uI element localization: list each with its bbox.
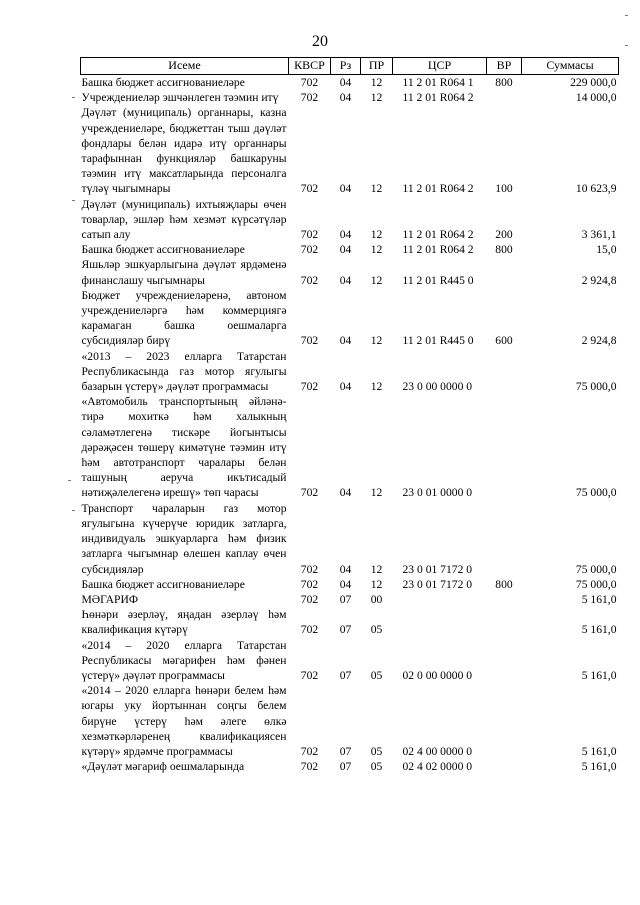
table-row bbox=[81, 349, 619, 395]
row-pr: 05 bbox=[370, 623, 383, 637]
table-row bbox=[81, 577, 619, 592]
row-kvsr: 702 bbox=[300, 760, 319, 774]
row-vr: 100 bbox=[495, 182, 513, 196]
row-rz: 04 bbox=[339, 486, 352, 500]
header-pr: ПР bbox=[361, 58, 393, 75]
table-row bbox=[81, 592, 619, 607]
table-row bbox=[81, 288, 619, 349]
row-csr: 11 2 01 R064 2 bbox=[402, 182, 474, 196]
table-row bbox=[81, 105, 619, 196]
header-name: Исеме bbox=[81, 58, 289, 75]
scan-mark bbox=[68, 480, 71, 481]
table-row bbox=[81, 501, 619, 577]
row-sum: 14 000,0 bbox=[575, 91, 617, 105]
table-row bbox=[81, 638, 619, 684]
row-csr bbox=[393, 607, 487, 637]
row-pr: 12 bbox=[370, 334, 383, 348]
row-sum: 5 161,0 bbox=[581, 623, 617, 637]
row-pr: 12 bbox=[370, 273, 383, 287]
row-vr: 800 bbox=[495, 76, 513, 89]
header-kvsr: КВСР bbox=[289, 58, 331, 75]
row-rz: 04 bbox=[339, 577, 352, 591]
scan-mark bbox=[72, 510, 75, 511]
row-sum: 229 000,0 bbox=[570, 76, 617, 89]
row-csr bbox=[393, 592, 487, 607]
row-vr bbox=[487, 638, 522, 684]
row-kvsr: 702 bbox=[300, 182, 319, 196]
row-kvsr: 702 bbox=[300, 228, 319, 242]
row-csr: 11 2 01 R064 2 bbox=[402, 228, 474, 242]
table-body bbox=[81, 75, 619, 775]
table-row bbox=[81, 197, 619, 243]
header-vr: ВР bbox=[487, 58, 522, 75]
row-sum: 2 924,8 bbox=[581, 334, 617, 348]
header-rz: Рз bbox=[331, 58, 361, 75]
row-csr: 11 2 01 R064 1 bbox=[402, 76, 474, 89]
row-vr: 800 bbox=[495, 243, 513, 257]
header-csr: ЦСР bbox=[393, 58, 487, 75]
row-rz: 07 bbox=[339, 592, 352, 606]
row-rz: 07 bbox=[339, 623, 352, 637]
row-name: Дәүләт (муниципаль) ихтыяҗлары өчен товарлар, эшләр һәм хезмәт күрсәтүләр сатып алу bbox=[81, 197, 287, 242]
table-row bbox=[81, 242, 619, 257]
budget-table bbox=[80, 57, 619, 774]
row-sum: 3 361,1 bbox=[581, 228, 617, 242]
row-csr: 23 0 01 7172 0 bbox=[402, 562, 473, 576]
table-row bbox=[81, 394, 619, 500]
row-name: Яшьләр эшкуарлыгына дәүләт ярдәменә финанслашу чыгымнары bbox=[81, 258, 287, 287]
row-vr bbox=[487, 501, 522, 577]
header-sum: Суммасы bbox=[522, 58, 619, 75]
table-row bbox=[81, 75, 619, 91]
row-vr: 600 bbox=[495, 334, 513, 348]
row-sum: 75 000,0 bbox=[575, 562, 617, 576]
row-pr: 12 bbox=[370, 486, 383, 500]
table-header-row bbox=[81, 58, 619, 75]
row-vr: 200 bbox=[495, 228, 513, 242]
row-name: Һөнәри әзерләү, яңадан әзерләү һәм квалификация күтәрү bbox=[81, 608, 287, 637]
table-row bbox=[81, 683, 619, 759]
row-rz: 04 bbox=[339, 182, 352, 196]
row-name: Транспорт чараларын газ мотор ягулыгына күчерүче юридик затларга, индивидуаль эшкуарларга һәм физик затларга чыгымнар өлешен каплау өчен субсидияләр bbox=[81, 501, 287, 576]
row-sum: 2 924,8 bbox=[581, 273, 617, 287]
row-pr: 12 bbox=[370, 577, 383, 591]
row-pr: 00 bbox=[370, 592, 383, 606]
row-sum: 10 623,9 bbox=[575, 182, 617, 196]
row-name: «Автомобиль транспортының әйләнә-тирә мохиткә һәм халыкның сәламәтлегенә тискәре йогынтысы дәрәҗәсен төшерү кимәтүне тәэмин итү һәм автотранспорт чаралары белән ташуның аеруча икътисадый нәтиҗәлелегенә ирешү» төп чарасы bbox=[81, 395, 287, 500]
row-name: Дәүләт (муниципаль) органнары, казна учреждениеләре, бюджеттан тыш дәүләт фондлары белән идарә итү органнары тарафыннан функцияләр башкаруны тәэмин итү максатларында персоналга түләү чыгымнары bbox=[81, 106, 287, 196]
row-csr: 23 0 01 0000 0 bbox=[402, 486, 473, 500]
row-sum: 5 161,0 bbox=[581, 668, 617, 682]
row-kvsr: 702 bbox=[300, 273, 319, 287]
row-name: Учреждениеләр эшчәнлеген тәэмин итү bbox=[81, 91, 279, 105]
row-pr: 05 bbox=[370, 668, 383, 682]
scan-mark bbox=[625, 45, 628, 46]
row-name: «2013 – 2023 елларга Татарстан Республикасында газ мотор ягулыгы базарын үстерү» дәүләт программасы bbox=[81, 349, 287, 394]
row-vr bbox=[487, 683, 522, 759]
row-kvsr: 702 bbox=[300, 76, 319, 89]
row-vr bbox=[487, 394, 522, 500]
row-name: Башка бюджет ассигнованиеләре bbox=[81, 577, 245, 591]
row-sum: 75 000,0 bbox=[575, 577, 617, 591]
row-csr: 11 2 01 R445 0 bbox=[402, 273, 474, 287]
row-sum: 5 161,0 bbox=[581, 744, 617, 758]
row-sum: 75 000,0 bbox=[575, 486, 617, 500]
row-vr bbox=[487, 257, 522, 287]
row-kvsr: 702 bbox=[300, 486, 319, 500]
row-name: «2014 – 2020 елларга Татарстан Республикасы мәгарифен һәм фәнен үстерү» дәүләт программасы bbox=[81, 638, 287, 682]
row-pr: 12 bbox=[370, 182, 383, 196]
row-pr: 12 bbox=[370, 562, 383, 576]
scan-mark bbox=[72, 200, 75, 201]
row-rz: 04 bbox=[339, 273, 352, 287]
row-kvsr: 702 bbox=[300, 592, 319, 606]
scan-mark bbox=[72, 97, 75, 98]
row-vr bbox=[487, 759, 522, 774]
row-pr: 12 bbox=[370, 91, 383, 105]
row-name: «Дәүләт мәгариф оешмаларында bbox=[81, 760, 245, 774]
row-csr: 02 4 02 0000 0 bbox=[402, 760, 473, 774]
row-kvsr: 702 bbox=[300, 334, 319, 348]
row-rz: 04 bbox=[339, 243, 352, 257]
row-sum: 5 161,0 bbox=[581, 760, 617, 774]
row-kvsr: 702 bbox=[300, 562, 319, 576]
row-pr: 12 bbox=[370, 380, 383, 394]
row-name: Бюджет учреждениеләренә, автоном учреждениеләргә һәм коммерциягә карамаган башка оешмаларга субсидияләр бирү bbox=[81, 288, 287, 348]
table-row bbox=[81, 759, 619, 774]
row-name: Башка бюджет ассигнованиеләре bbox=[81, 76, 245, 89]
row-vr bbox=[487, 592, 522, 607]
row-csr: 23 0 00 0000 0 bbox=[402, 380, 473, 394]
row-rz: 04 bbox=[339, 562, 352, 576]
row-rz: 04 bbox=[339, 380, 352, 394]
row-csr: 11 2 01 R445 0 bbox=[402, 334, 474, 348]
row-sum: 15,0 bbox=[596, 243, 617, 257]
row-vr: 800 bbox=[495, 577, 513, 591]
row-pr: 12 bbox=[370, 243, 383, 257]
row-csr: 11 2 01 R064 2 bbox=[402, 243, 474, 257]
row-csr: 02 4 00 0000 0 bbox=[402, 744, 473, 758]
row-kvsr: 702 bbox=[300, 623, 319, 637]
table-row bbox=[81, 257, 619, 287]
row-rz: 07 bbox=[339, 668, 352, 682]
row-kvsr: 702 bbox=[300, 91, 319, 105]
row-rz: 04 bbox=[339, 228, 352, 242]
row-sum: 5 161,0 bbox=[581, 592, 617, 606]
scan-mark bbox=[625, 15, 628, 16]
row-pr: 05 bbox=[370, 760, 383, 774]
row-rz: 04 bbox=[339, 91, 352, 105]
table-row bbox=[81, 607, 619, 637]
row-name: Башка бюджет ассигнованиеләре bbox=[81, 243, 245, 257]
row-pr: 12 bbox=[370, 76, 383, 89]
row-vr bbox=[487, 607, 522, 637]
row-rz: 07 bbox=[339, 760, 352, 774]
row-csr: 11 2 01 R064 2 bbox=[402, 91, 474, 105]
row-kvsr: 702 bbox=[300, 380, 319, 394]
row-name: МӘГАРИФ bbox=[81, 592, 138, 606]
row-kvsr: 702 bbox=[300, 243, 319, 257]
row-pr: 05 bbox=[370, 744, 383, 758]
row-sum: 75 000,0 bbox=[575, 380, 617, 394]
row-kvsr: 702 bbox=[300, 577, 319, 591]
row-kvsr: 702 bbox=[300, 668, 319, 682]
row-name: «2014 – 2020 елларга һөнәри белем һәм югары уку йортыннан соңгы белем бирүне үстерү һәм әлеге өлкә хезмәткәрләренең квалификациясен күтәрү» ярдәмче программасы bbox=[81, 684, 287, 758]
row-kvsr: 702 bbox=[300, 744, 319, 758]
row-csr: 02 0 00 0000 0 bbox=[402, 668, 473, 682]
row-vr bbox=[487, 349, 522, 395]
table-row bbox=[81, 90, 619, 105]
row-vr bbox=[487, 90, 522, 105]
row-rz: 07 bbox=[339, 744, 352, 758]
row-rz: 04 bbox=[339, 334, 352, 348]
row-csr: 23 0 01 7172 0 bbox=[402, 577, 473, 591]
page-number: 20 bbox=[312, 33, 328, 50]
row-pr: 12 bbox=[370, 228, 383, 242]
row-rz: 04 bbox=[339, 76, 352, 89]
